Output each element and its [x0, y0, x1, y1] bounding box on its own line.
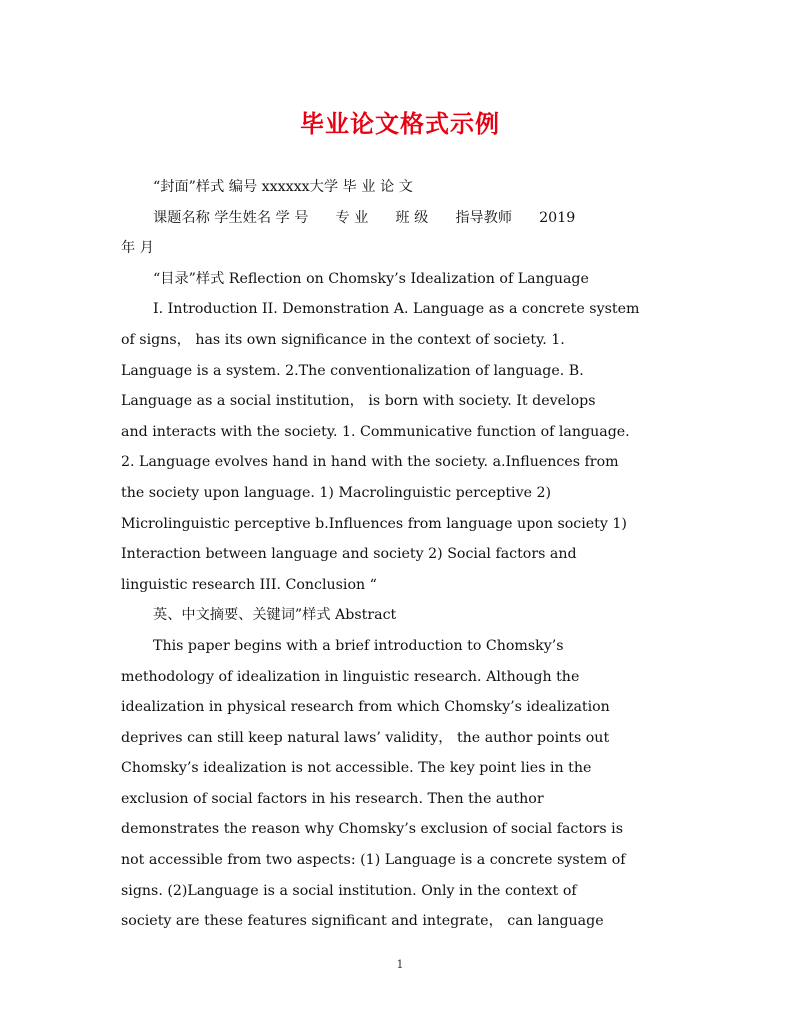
body-line-toc: Interaction between language and society 2) Social factors and	[121, 546, 577, 563]
body-line-toc: and interacts with the society. 1. Communicative function of language.	[121, 423, 630, 440]
body-line-cover-style: “封面”样式 编号 xxxxxx大学 毕 业 论 文	[153, 179, 413, 195]
body-line-abstract: This paper begins with a brief introduction to Chomsky’s	[153, 637, 564, 654]
body-line-toc: Microlinguistic perceptive b.Influences from language upon society 1)	[121, 515, 627, 532]
body-line-date: 年 月	[121, 240, 154, 257]
body-line-toc: the society upon language. 1) Macrolinguistic perceptive 2)	[121, 484, 552, 501]
body-line-toc: linguistic research III. Conclusion “	[121, 576, 377, 593]
body-line-abstract: signs. (2)Language is a social institution. Only in the context of	[121, 882, 577, 899]
body-line-abstract: idealization in physical research from which Chomsky’s idealization	[121, 699, 610, 716]
body-line-toc: of signs， has its own significance in the context of society. 1.	[121, 331, 565, 348]
body-line-toc: Language is a system. 2.The conventionalization of language. B.	[121, 362, 584, 379]
body-line-toc: 2. Language evolves hand in hand with the society. a.Influences from	[121, 454, 619, 471]
document-body	[121, 172, 681, 937]
body-line-abstract: deprives can still keep natural laws’ validity， the author points out	[121, 729, 610, 746]
body-line-abstract: exclusion of social factors in his research. Then the author	[121, 790, 544, 807]
body-line-toc: I. Introduction II. Demonstration A. Language as a concrete system	[153, 301, 640, 318]
body-line-abstract: Chomsky’s idealization is not accessible. The key point lies in the	[121, 760, 592, 777]
body-line-abstract: society are these features significant and integrate， can language	[121, 913, 604, 930]
body-line-abstract-style: 英、中文摘要、关键词”样式 Abstract	[153, 607, 397, 624]
body-line-abstract: not accessible from two aspects: (1) Language is a concrete system of	[121, 852, 626, 869]
body-line-abstract: demonstrates the reason why Chomsky’s exclusion of social factors is	[121, 821, 623, 838]
body-line-toc: Language as a social institution， is born with society. It develops	[121, 393, 596, 410]
body-line-toc-style: “目录”样式 Reflection on Chomsky’s Idealization of Language	[153, 270, 589, 287]
page-number: 1	[396, 958, 404, 971]
body-line-cover-fields: 课题名称 学生姓名 学 号 专 业 班 级 指导教师 2019	[153, 209, 576, 226]
body-line-abstract: methodology of idealization in linguistic research. Although the	[121, 668, 580, 685]
document-title: 毕业论文格式示例	[300, 109, 500, 138]
